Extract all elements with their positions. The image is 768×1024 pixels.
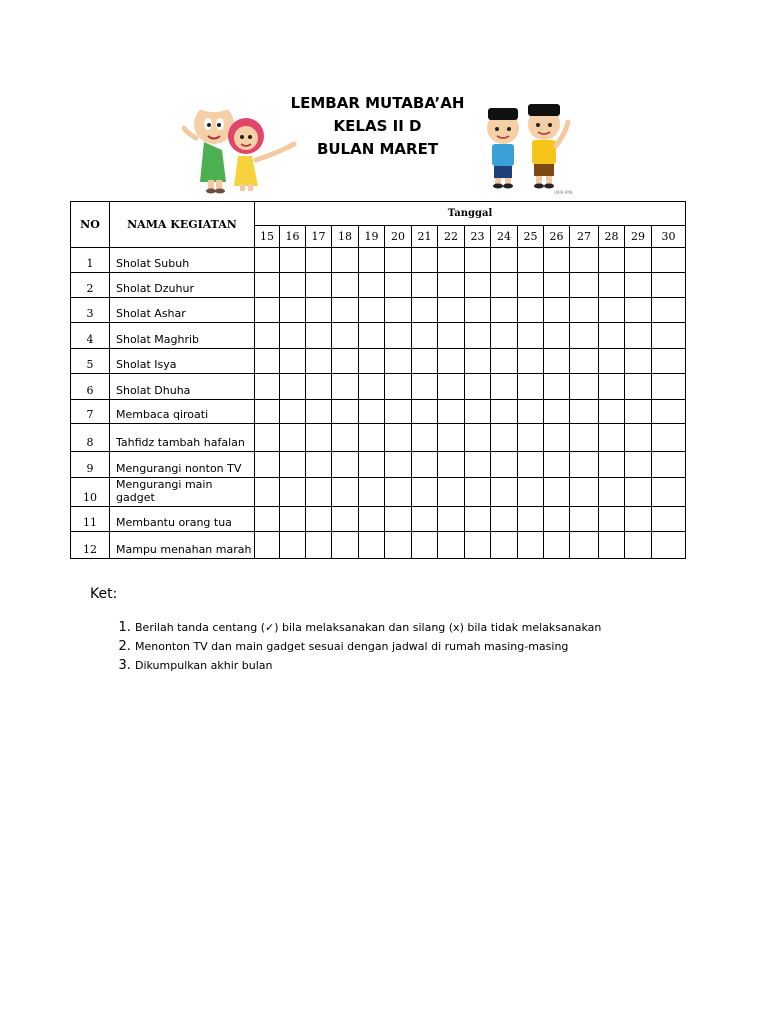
row-number: 12 [71,532,110,559]
checklist-cell[interactable] [652,452,686,478]
checklist-cell[interactable] [570,374,599,400]
checklist-cell[interactable] [385,349,412,374]
activity-name: Membaca qiroati [110,400,255,424]
checklist-cell[interactable] [359,424,385,452]
checklist-cell[interactable] [652,507,686,532]
table-row [71,507,686,532]
checklist-cell[interactable] [625,323,652,349]
checklist-cell[interactable] [491,298,518,323]
checklist-cell[interactable] [652,424,686,452]
checklist-cell[interactable] [438,478,465,507]
checklist-cell[interactable] [570,424,599,452]
checklist-cell[interactable] [332,349,359,374]
checklist-cell[interactable] [491,400,518,424]
checklist-cell[interactable] [359,452,385,478]
checklist-cell[interactable] [599,248,625,273]
checklist-cell[interactable] [385,374,412,400]
checklist-cell[interactable] [385,273,412,298]
checklist-cell[interactable] [332,248,359,273]
checklist-cell[interactable] [652,248,686,273]
checklist-cell[interactable] [491,248,518,273]
checklist-cell[interactable] [599,273,625,298]
checklist-cell[interactable] [570,532,599,559]
checklist-cell[interactable] [599,374,625,400]
checklist-cell[interactable] [280,323,306,349]
day-header-cell: 30 [652,226,686,248]
checklist-cell[interactable] [280,478,306,507]
checklist-cell[interactable] [518,478,544,507]
row-number: 5 [71,349,110,374]
checklist-cell[interactable] [625,298,652,323]
checklist-cell[interactable] [599,452,625,478]
row-number: 11 [71,507,110,532]
row-number: 6 [71,374,110,400]
checklist-cell[interactable] [412,452,438,478]
activity-name: Sholat Maghrib [110,323,255,349]
day-header-cell: 20 [385,226,412,248]
checklist-cell[interactable] [359,298,385,323]
checklist-cell[interactable] [332,374,359,400]
checklist-cell[interactable] [465,248,491,273]
checklist-cell[interactable] [255,349,280,374]
day-header-cell: 27 [570,226,599,248]
checklist-cell[interactable] [599,349,625,374]
checklist-cell[interactable] [652,323,686,349]
checklist-cell[interactable] [306,298,332,323]
table-row [71,452,686,478]
checklist-cell[interactable] [332,532,359,559]
table-body [71,248,686,559]
checklist-cell[interactable] [306,374,332,400]
checklist-cell[interactable] [255,400,280,424]
checklist-cell[interactable] [544,478,570,507]
checklist-cell[interactable] [544,452,570,478]
checklist-cell[interactable] [255,507,280,532]
checklist-cell[interactable] [412,374,438,400]
checklist-cell[interactable] [332,298,359,323]
day-header-cell: 16 [280,226,306,248]
checklist-cell[interactable] [306,478,332,507]
column-header-activity: NAMA KEGIATAN [110,202,255,248]
checklist-cell[interactable] [544,400,570,424]
checklist-cell[interactable] [412,532,438,559]
checklist-cell[interactable] [412,298,438,323]
checklist-cell[interactable] [332,273,359,298]
checklist-cell[interactable] [385,298,412,323]
checklist-cell[interactable] [306,323,332,349]
checklist-cell[interactable] [652,349,686,374]
checklist-cell[interactable] [518,349,544,374]
checklist-cell[interactable] [280,507,306,532]
table-row [71,374,686,400]
checklist-cell[interactable] [652,374,686,400]
checklist-cell[interactable] [652,273,686,298]
day-header-cell: 17 [306,226,332,248]
checklist-cell[interactable] [438,374,465,400]
checklist-cell[interactable] [438,400,465,424]
checklist-cell[interactable] [518,323,544,349]
title-line-1: LEMBAR MUTABA’AH [290,94,465,112]
notes-section [90,586,690,675]
checklist-cell[interactable] [255,323,280,349]
checklist-cell[interactable] [544,298,570,323]
checklist-cell[interactable] [518,298,544,323]
checklist-cell[interactable] [332,323,359,349]
checklist-cell[interactable] [306,273,332,298]
day-header-cell: 23 [465,226,491,248]
checklist-cell[interactable] [306,532,332,559]
table-row [71,323,686,349]
checklist-cell[interactable] [570,248,599,273]
checklist-cell[interactable] [412,323,438,349]
checklist-cell[interactable] [570,349,599,374]
checklist-cell[interactable] [570,323,599,349]
checklist-cell[interactable] [359,507,385,532]
checklist-cell[interactable] [570,400,599,424]
checklist-cell[interactable] [438,507,465,532]
checklist-cell[interactable] [599,400,625,424]
table-row [71,349,686,374]
checklist-cell[interactable] [280,452,306,478]
checklist-cell[interactable] [332,424,359,452]
checklist-cell[interactable] [438,452,465,478]
checklist-cell[interactable] [570,273,599,298]
checklist-cell[interactable] [625,478,652,507]
checklist-cell[interactable] [625,400,652,424]
checklist-cell[interactable] [438,532,465,559]
checklist-cell[interactable] [332,478,359,507]
activity-name: Sholat Subuh [110,248,255,273]
table-row [71,273,686,298]
checklist-cell[interactable] [599,532,625,559]
checklist-cell[interactable] [625,424,652,452]
checklist-cell[interactable] [280,349,306,374]
checklist-cell[interactable] [465,298,491,323]
activity-name: Tahfidz tambah hafalan [110,424,255,452]
checklist-cell[interactable] [518,374,544,400]
checklist-cell[interactable] [465,273,491,298]
checklist-cell[interactable] [438,248,465,273]
checklist-cell[interactable] [518,248,544,273]
checklist-cell[interactable] [625,349,652,374]
checklist-cell[interactable] [625,374,652,400]
row-number: 1 [71,248,110,273]
checklist-cell[interactable] [385,248,412,273]
checklist-cell[interactable] [412,424,438,452]
checklist-cell[interactable] [518,507,544,532]
checklist-cell[interactable] [652,478,686,507]
checklist-cell[interactable] [255,478,280,507]
day-header-cell: 19 [359,226,385,248]
note-item: 2. Menonton TV dan main gadget sesuai dengan jadwal di rumah masing-masing [135,637,690,656]
checklist-cell[interactable] [255,273,280,298]
checklist-cell[interactable] [544,507,570,532]
title-line-3: BULAN MARET [316,140,439,158]
checklist-cell[interactable] [332,507,359,532]
checklist-cell[interactable] [385,323,412,349]
checklist-cell[interactable] [491,374,518,400]
checklist-cell[interactable] [359,400,385,424]
checklist-cell[interactable] [359,478,385,507]
checklist-cell[interactable] [255,424,280,452]
checklist-cell[interactable] [465,507,491,532]
checklist-cell[interactable] [385,452,412,478]
checklist-cell[interactable] [412,273,438,298]
checklist-cell[interactable] [359,374,385,400]
checklist-cell[interactable] [412,248,438,273]
row-number: 8 [71,424,110,452]
checklist-cell[interactable] [438,298,465,323]
checklist-cell[interactable] [625,273,652,298]
checklist-cell[interactable] [255,374,280,400]
checklist-cell[interactable] [255,532,280,559]
checklist-cell[interactable] [544,532,570,559]
checklist-cell[interactable] [438,424,465,452]
checklist-cell[interactable] [570,478,599,507]
checklist-cell[interactable] [385,478,412,507]
checklist-cell[interactable] [359,248,385,273]
checklist-cell[interactable] [465,424,491,452]
checklist-cell[interactable] [306,400,332,424]
checklist-cell[interactable] [280,248,306,273]
note-item: 3. Dikumpulkan akhir bulan [135,656,690,675]
note-item: 1. Berilah tanda centang (✓) bila melaksanakan dan silang (x) bila tidak melaksanakan [135,618,690,637]
checklist-cell[interactable] [625,507,652,532]
checklist-cell[interactable] [465,478,491,507]
activity-name: Mengurangi main gadget [110,478,255,507]
checklist-cell[interactable] [359,532,385,559]
day-header-cell: 29 [625,226,652,248]
checklist-cell[interactable] [412,478,438,507]
checklist-cell[interactable] [255,248,280,273]
activity-name: Sholat Dzuhur [110,273,255,298]
notes-list [90,618,690,675]
cartoon-twins-illustration-right [482,88,580,198]
column-header-date-group: Tanggal [255,202,686,226]
checklist-cell[interactable] [491,349,518,374]
checklist-cell[interactable] [280,400,306,424]
checklist-cell[interactable] [359,273,385,298]
checklist-cell[interactable] [599,424,625,452]
checklist-cell[interactable] [255,452,280,478]
table-row [71,248,686,273]
checklist-cell[interactable] [652,298,686,323]
checklist-cell[interactable] [306,452,332,478]
checklist-cell[interactable] [465,452,491,478]
checklist-cell[interactable] [465,323,491,349]
checklist-cell[interactable] [599,478,625,507]
table-row [71,424,686,452]
checklist-cell[interactable] [518,400,544,424]
checklist-cell[interactable] [599,298,625,323]
activity-name: Sholat Ashar [110,298,255,323]
row-number: 10 [71,478,110,507]
row-number: 3 [71,298,110,323]
notes-heading: Ket: [90,586,118,602]
checklist-cell[interactable] [625,452,652,478]
checklist-cell[interactable] [544,248,570,273]
column-header-no: NO [71,202,110,248]
row-number: 4 [71,323,110,349]
checklist-cell[interactable] [652,532,686,559]
checklist-cell[interactable] [385,424,412,452]
checklist-cell[interactable] [518,532,544,559]
checklist-cell[interactable] [625,248,652,273]
table-row [71,298,686,323]
checklist-cell[interactable] [438,273,465,298]
checklist-cell[interactable] [306,248,332,273]
checklist-cell[interactable] [491,273,518,298]
checklist-cell[interactable] [652,400,686,424]
row-number: 2 [71,273,110,298]
table-row [71,532,686,559]
day-header-cell: 22 [438,226,465,248]
checklist-cell[interactable] [412,400,438,424]
day-header-cell: 28 [599,226,625,248]
table-row [71,478,686,507]
checklist-cell[interactable] [306,424,332,452]
checklist-cell[interactable] [544,424,570,452]
checklist-cell[interactable] [491,424,518,452]
checklist-cell[interactable] [280,298,306,323]
activity-name: Membantu orang tua [110,507,255,532]
checklist-cell[interactable] [599,507,625,532]
table-row [71,400,686,424]
checklist-cell[interactable] [385,507,412,532]
row-number: 9 [71,452,110,478]
checklist-cell[interactable] [412,349,438,374]
table-header-row [71,202,686,226]
checklist-cell[interactable] [518,273,544,298]
checklist-cell[interactable] [255,298,280,323]
worksheet-title [280,92,475,161]
checklist-cell[interactable] [280,374,306,400]
checklist-cell[interactable] [280,424,306,452]
checklist-cell[interactable] [491,478,518,507]
checklist-cell[interactable] [438,349,465,374]
checklist-cell[interactable] [518,424,544,452]
activity-table [70,201,686,559]
activity-name: Mengurangi nonton TV [110,452,255,478]
checklist-cell[interactable] [544,273,570,298]
checklist-cell[interactable] [385,400,412,424]
checklist-cell[interactable] [465,532,491,559]
day-header-cell: 21 [412,226,438,248]
checklist-cell[interactable] [491,507,518,532]
day-header-cell: 18 [332,226,359,248]
checklist-cell[interactable] [570,298,599,323]
checklist-cell[interactable] [359,323,385,349]
checklist-cell[interactable] [599,323,625,349]
checklist-cell[interactable] [570,452,599,478]
checklist-cell[interactable] [306,507,332,532]
day-header-cell: 26 [544,226,570,248]
title-line-2: KELAS II D [333,117,422,135]
checklist-cell[interactable] [544,374,570,400]
row-number: 7 [71,400,110,424]
checklist-cell[interactable] [491,452,518,478]
checklist-cell[interactable] [491,532,518,559]
checklist-cell[interactable] [438,323,465,349]
checklist-cell[interactable] [625,532,652,559]
checklist-cell[interactable] [359,349,385,374]
logo-text: UPIN IPIN [554,190,573,195]
checklist-cell[interactable] [544,323,570,349]
checklist-cell[interactable] [306,349,332,374]
checklist-cell[interactable] [570,507,599,532]
checklist-cell[interactable] [465,349,491,374]
checklist-cell[interactable] [332,400,359,424]
activity-name: Mampu menahan marah [110,532,255,559]
checklist-cell[interactable] [412,507,438,532]
checklist-cell[interactable] [280,273,306,298]
activity-name: Sholat Dhuha [110,374,255,400]
day-header-cell: 15 [255,226,280,248]
checklist-cell[interactable] [280,532,306,559]
checklist-cell[interactable] [491,323,518,349]
checklist-cell[interactable] [385,532,412,559]
checklist-cell[interactable] [465,374,491,400]
activity-name: Sholat Isya [110,349,255,374]
checklist-cell[interactable] [544,349,570,374]
day-header-cell: 24 [491,226,518,248]
day-header-cell: 25 [518,226,544,248]
checklist-cell[interactable] [332,452,359,478]
checklist-cell[interactable] [465,400,491,424]
checklist-cell[interactable] [518,452,544,478]
worksheet-header [180,88,580,198]
